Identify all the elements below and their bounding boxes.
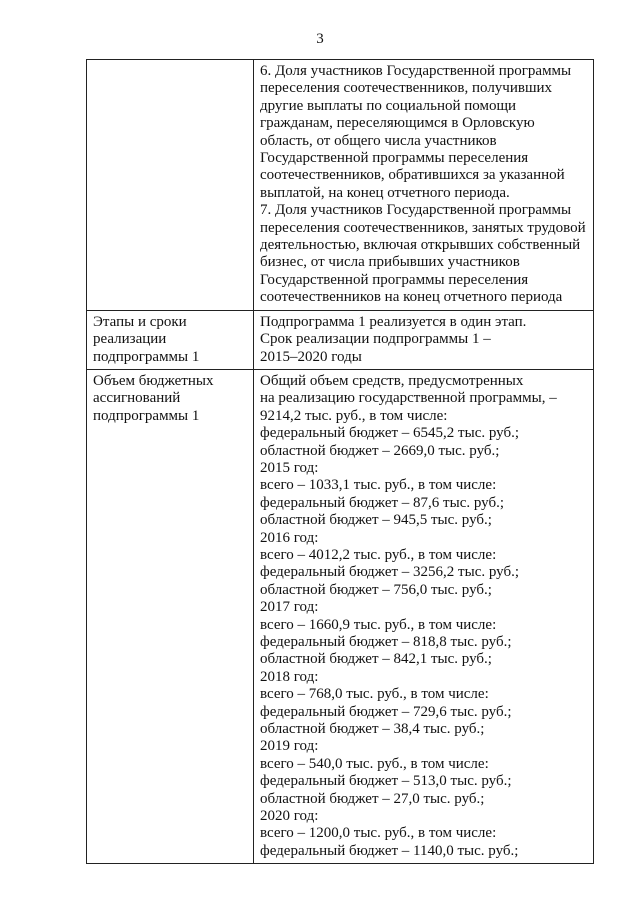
budget-line: федеральный бюджет – 818,8 тыс. руб.; [260, 634, 512, 650]
budget-line: всего – 540,0 тыс. руб., в том числе: [260, 755, 489, 772]
stages-label-line: реализации [93, 331, 167, 348]
budget-line: федеральный бюджет – 3256,2 тыс. руб.; [260, 564, 519, 581]
stages-label-cell [87, 310, 254, 369]
budget-line: на реализацию государственной программы, – [260, 390, 557, 407]
budget-label-line: Объем бюджетных [93, 372, 214, 389]
budget-line: всего – 4012,2 тыс. руб., в том числе: [260, 546, 497, 563]
budget-line: Общий объем средств, предусмотренных [260, 372, 524, 389]
budget-line: всего – 1033,1 тыс. руб., в том числе: [260, 477, 497, 494]
stages-line: Подпрограмма 1 реализуется в один этап. [260, 313, 527, 330]
table-row-indicators [87, 60, 594, 311]
stages-line: 2015–2020 годы [260, 348, 362, 365]
stages-value-cell [254, 310, 594, 369]
indicators-line: соотечественников, обратившихся за указанной [260, 167, 565, 184]
indicators-line: другие выплаты по социальной помощи [260, 97, 517, 114]
budget-line: федеральный бюджет – 513,0 тыс. руб.; [260, 773, 512, 790]
budget-line: всего – 1660,9 тыс. руб., в том числе: [260, 616, 497, 633]
budget-label-line: подпрограммы 1 [93, 407, 200, 424]
budget-line: областной бюджет – 945,5 тыс. руб.; [260, 512, 492, 529]
indicators-line: Государственной программы переселения [260, 150, 529, 167]
budget-line: областной бюджет – 842,1 тыс. руб.; [260, 651, 492, 668]
budget-line: 2019 год: [260, 738, 319, 755]
indicators-line: Государственной программы переселения [260, 271, 529, 288]
indicators-line: область, от общего числа участников [260, 132, 497, 149]
stages-label-line: Этапы и сроки [93, 313, 187, 330]
budget-line: всего – 768,0 тыс. руб., в том числе: [260, 686, 489, 703]
table-row-stages [87, 310, 594, 369]
budget-line: 2017 год: [260, 599, 319, 616]
budget-value-cell [254, 369, 594, 863]
budget-label-line: ассигнований [93, 390, 181, 407]
budget-line: федеральный бюджет – 87,6 тыс. руб.; [260, 494, 504, 511]
table-row-budget [87, 369, 594, 863]
budget-line: 2018 год: [260, 668, 319, 685]
budget-line: областной бюджет – 756,0 тыс. руб.; [260, 581, 492, 598]
budget-line: 2016 год: [260, 529, 319, 546]
budget-line: областной бюджет – 2669,0 тыс. руб.; [260, 442, 500, 459]
stages-line: Срок реализации подпрограммы 1 – [260, 331, 491, 348]
budget-line: 2015 год: [260, 459, 319, 476]
stages-label-line: подпрограммы 1 [93, 348, 200, 365]
indicators-line: 6. Доля участников Государственной программы [260, 63, 572, 79]
indicators-line: деятельностью, включая открывших собственный [260, 237, 581, 254]
page-number: 3 [316, 31, 324, 47]
indicators-line: переселения соотечественников, получивших [260, 80, 553, 97]
budget-line: всего – 1200,0 тыс. руб., в том числе: [260, 825, 497, 842]
budget-line: областной бюджет – 38,4 тыс. руб.; [260, 721, 485, 738]
indicators-line: бизнес, от числа прибывших участников [260, 254, 520, 271]
budget-line: областной бюджет – 27,0 тыс. руб.; [260, 790, 485, 807]
budget-line: федеральный бюджет – 6545,2 тыс. руб.; [260, 425, 519, 442]
indicators-line: выплатой, на конец отчетного периода. [260, 184, 510, 201]
budget-line: федеральный бюджет – 1140,0 тыс. руб.; [260, 842, 519, 859]
indicators-label-cell [87, 60, 254, 311]
indicators-line: гражданам, переселяющимся в Орловскую [260, 115, 535, 132]
budget-line: федеральный бюджет – 729,6 тыс. руб.; [260, 703, 512, 720]
budget-line: 9214,2 тыс. руб., в том числе: [260, 407, 448, 424]
program-passport-table [86, 59, 594, 864]
budget-label-cell [87, 369, 254, 863]
indicators-line: переселения соотечественников, занятых трудовой [260, 219, 586, 236]
indicators-line: соотечественников на конец отчетного периода [260, 289, 563, 306]
indicators-line: 7. Доля участников Государственной программы [260, 202, 572, 219]
budget-line: 2020 год: [260, 808, 319, 825]
indicators-value-cell [254, 60, 594, 311]
